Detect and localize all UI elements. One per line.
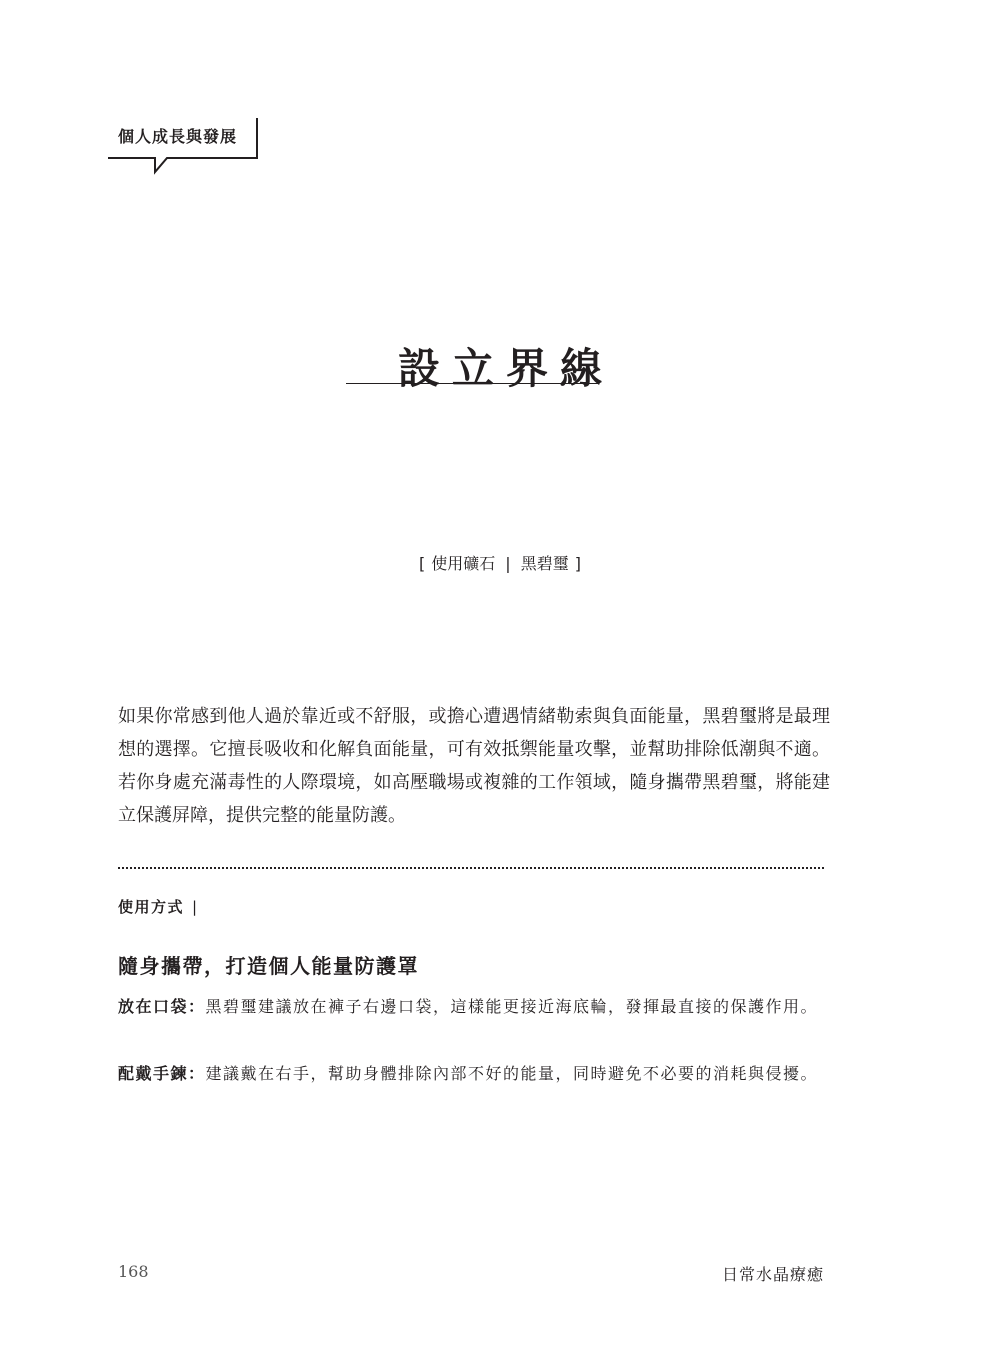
tip-label: 放在口袋： xyxy=(118,997,206,1016)
title-underline xyxy=(346,383,599,384)
tip-text: 黑碧璽建議放在褲子右邊口袋，這樣能更接近海底輪，發揮最直接的保護作用。 xyxy=(205,997,819,1016)
tip-label: 配戴手鍊： xyxy=(118,1064,206,1083)
tip-bracelet xyxy=(118,1057,830,1090)
page-number: 168 xyxy=(118,1262,149,1281)
body-paragraph: 如果你常感到他人過於靠近或不舒服，或擔心遭遇情緒勒索與負面能量，黑碧璽將是最理想的選擇。它擅長吸收和化解負面能量，可有效抵禦能量攻擊，並幫助排除低潮與不適。若你身處充滿毒性的人際環境，如高壓職場或複雜的工作領域，隨身攜帶黑碧璽，將能建立保護屏障，提供完整的能量防護。 xyxy=(118,706,830,826)
usage-label-text: 使用方式 xyxy=(118,898,185,916)
close-bracket: ] xyxy=(574,554,581,573)
stones-line xyxy=(0,551,1000,574)
dotted-divider xyxy=(118,867,824,869)
book-title: 日常水晶療癒 xyxy=(721,1265,824,1284)
section-label: 個人成長與發展 xyxy=(118,127,238,146)
stones-label: 使用礦石 xyxy=(431,554,496,573)
page-title: 設立界線 xyxy=(397,344,614,394)
section-tag xyxy=(108,118,258,158)
open-bracket: [ xyxy=(419,554,426,573)
usage-label-bar: | xyxy=(192,898,199,916)
tip-pocket xyxy=(118,990,830,1023)
usage-label xyxy=(118,896,199,917)
stones-separator: | xyxy=(505,554,511,573)
stone-name: 黑碧璽 xyxy=(520,554,569,573)
tip-text: 建議戴在右手，幫助身體排除內部不好的能量，同時避免不必要的消耗與侵擾。 xyxy=(205,1064,819,1083)
usage-heading: 隨身攜帶，打造個人能量防護罩 xyxy=(118,954,419,978)
